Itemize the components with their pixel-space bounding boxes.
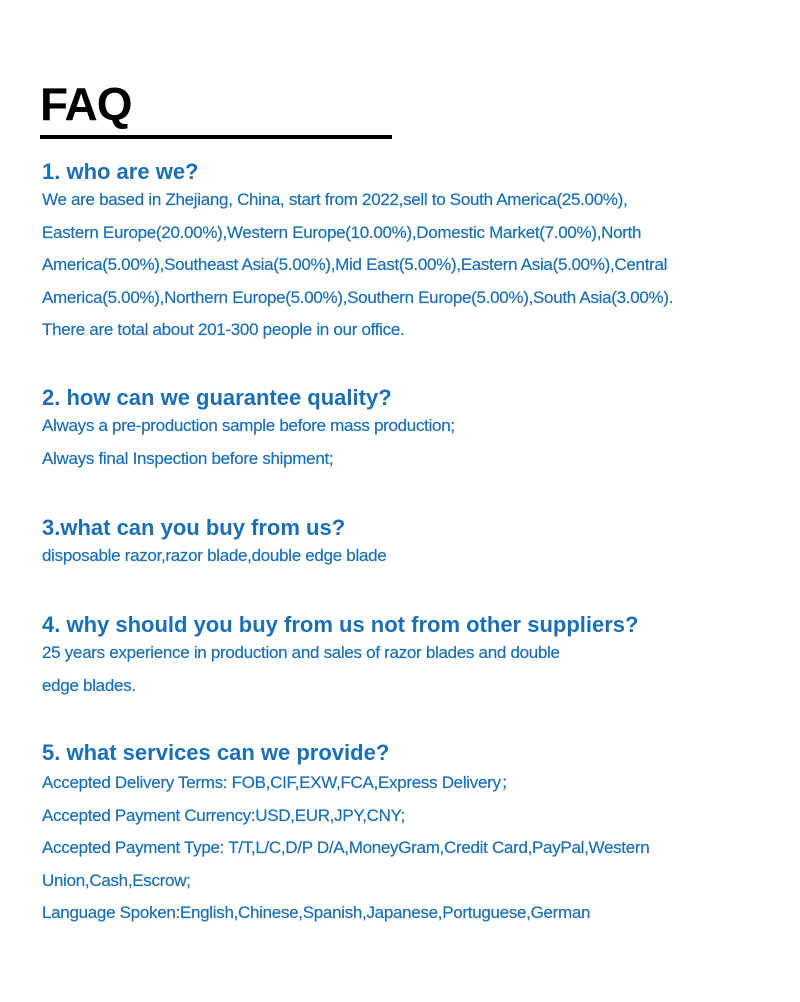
page-title: FAQ — [40, 78, 132, 130]
title-underline — [40, 135, 392, 139]
faq-answer-line: Union,Cash,Escrow; — [42, 870, 191, 890]
faq-answer-4 — [42, 637, 782, 702]
faq-answer-line: Language Spoken:English,Chinese,Spanish,Japanese,Portuguese,German — [42, 903, 591, 922]
faq-answer-line: Accepted Payment Currency:USD,EUR,JPY,CNY; — [42, 805, 405, 825]
faq-answer-2 — [42, 410, 782, 475]
faq-answer-line: Accepted Payment Type: T/T,L/C,D/P D/A,MoneyGram,Credit Card,PayPal,Western — [42, 838, 650, 857]
faq-answer-1 — [42, 184, 782, 347]
faq-question-1: 1. who are we? — [42, 159, 199, 184]
faq-answer-line: Accepted Delivery Terms: FOB,CIF,EXW,FCA,Express Delivery； — [42, 773, 518, 792]
faq-answer-line: Always final Inspection before shipment; — [42, 448, 334, 468]
faq-question-2: 2. how can we guarantee quality? — [42, 385, 392, 410]
faq-answer-line: Eastern Europe(20.00%),Western Europe(10.00%),Domestic Market(7.00%),North — [42, 222, 642, 242]
faq-question-3: 3.what can you buy from us? — [42, 515, 346, 540]
faq-answer-line: America(5.00%),Northern Europe(5.00%),Southern Europe(5.00%),South Asia(3.00%). — [42, 287, 674, 307]
faq-answer-5 — [42, 767, 782, 930]
faq-question-5: 5. what services can we provide? — [42, 740, 390, 765]
faq-answer-line: edge blades. — [42, 675, 136, 695]
faq-answer-line: disposable razor,razor blade,double edge blade — [42, 546, 387, 565]
faq-answer-3 — [42, 540, 782, 573]
faq-question-4: 4. why should you buy from us not from other suppliers? — [42, 612, 639, 637]
faq-answer-line: 25 years experience in production and sales of razor blades and double — [42, 643, 560, 662]
faq-answer-line: We are based in Zhejiang, China, start from 2022,sell to South America(25.00%), — [42, 190, 628, 209]
faq-answer-line: America(5.00%),Southeast Asia(5.00%),Mid East(5.00%),Eastern Asia(5.00%),Central — [42, 255, 668, 274]
faq-answer-line: Always a pre-production sample before mass production; — [42, 416, 455, 435]
faq-answer-line: There are total about 201-300 people in our office. — [42, 320, 405, 339]
